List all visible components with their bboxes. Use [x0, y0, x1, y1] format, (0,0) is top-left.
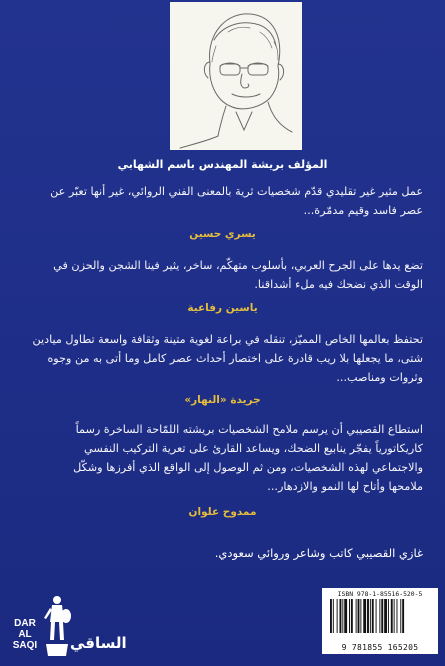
quote-line: كاريكاتورياً يفجّر ينابيع الضحك، ويساعد القارئ على تعرية التركيب النفسي	[84, 442, 423, 455]
review-quote	[23, 256, 423, 294]
barcode-bars	[328, 599, 432, 643]
quote-line: تحتفظ بعالمها الخاص المميّز، تنقله في براعة لغوية متينة وثقافة واسعة تطاول ميادين	[32, 333, 423, 346]
portrait-caption: المؤلف بريشة المهندس باسم الشهابي	[117, 158, 328, 171]
isbn-label: ISBN 978-1-85516-520-5	[337, 590, 423, 598]
quote-line: عصر فاسد وقيم مدمّرة...	[303, 204, 423, 217]
publisher-name-line: AL SAQI	[12, 629, 38, 651]
publisher-name-ar: الساقي	[70, 634, 127, 652]
quote-attribution: ياسين رفاعية	[187, 302, 258, 314]
isbn-barcode	[322, 588, 438, 654]
publisher-logo	[6, 592, 127, 662]
quote-attribution: جريدة «النهار»	[184, 394, 261, 406]
quote-line: عمل مثير غير تقليدي قدّم شخصيات ثرية بالمعنى الفني الروائي، غير أنها تعبّر عن	[50, 185, 423, 198]
quote-attribution: يسري حسين	[189, 228, 256, 240]
publisher-name-en	[6, 618, 44, 651]
author-bio: غازي القصيبي كاتب وشاعر وروائي سعودي.	[214, 546, 423, 560]
quote-line: ملامحها وأتاح لها النمو والازدهار...	[267, 480, 423, 493]
quote-line: وثروات ومناصب...	[336, 371, 423, 384]
quote-line: شتى، ما يجعلها بلا ريب قادرة على اختصار أحداث عصر كامل وما أتى به من وجوه	[47, 352, 423, 365]
barcode-digits: 9 781855 165205	[341, 643, 419, 652]
review-quote	[23, 330, 423, 387]
water-carrier-figure-icon	[42, 592, 72, 658]
publisher-name-line: DAR	[14, 618, 36, 629]
quote-attribution: ممدوح علوان	[188, 506, 257, 518]
review-quote	[23, 420, 423, 496]
review-quote	[23, 182, 423, 220]
quote-line: والاجتماعي لهذه الشخصيات، ومن ثم الوصول إلى الواقع الذي أفرزها وشكّل	[73, 461, 423, 474]
author-sketch-portrait-icon	[170, 2, 302, 150]
quote-line: تضع يدها على الجرح العربي، بأسلوب متهكّم، ساخر، يثير فينا الشجن والحزن في	[53, 259, 423, 272]
quote-line: الوقت الذي نضحك فيه ملء أشداقنا.	[254, 278, 423, 291]
author-portrait	[170, 2, 302, 150]
quote-line: استطاع القصيبي أن يرسم ملامح الشخصيات بريشته اللمّاحة الساخرة رسماً	[75, 423, 423, 436]
